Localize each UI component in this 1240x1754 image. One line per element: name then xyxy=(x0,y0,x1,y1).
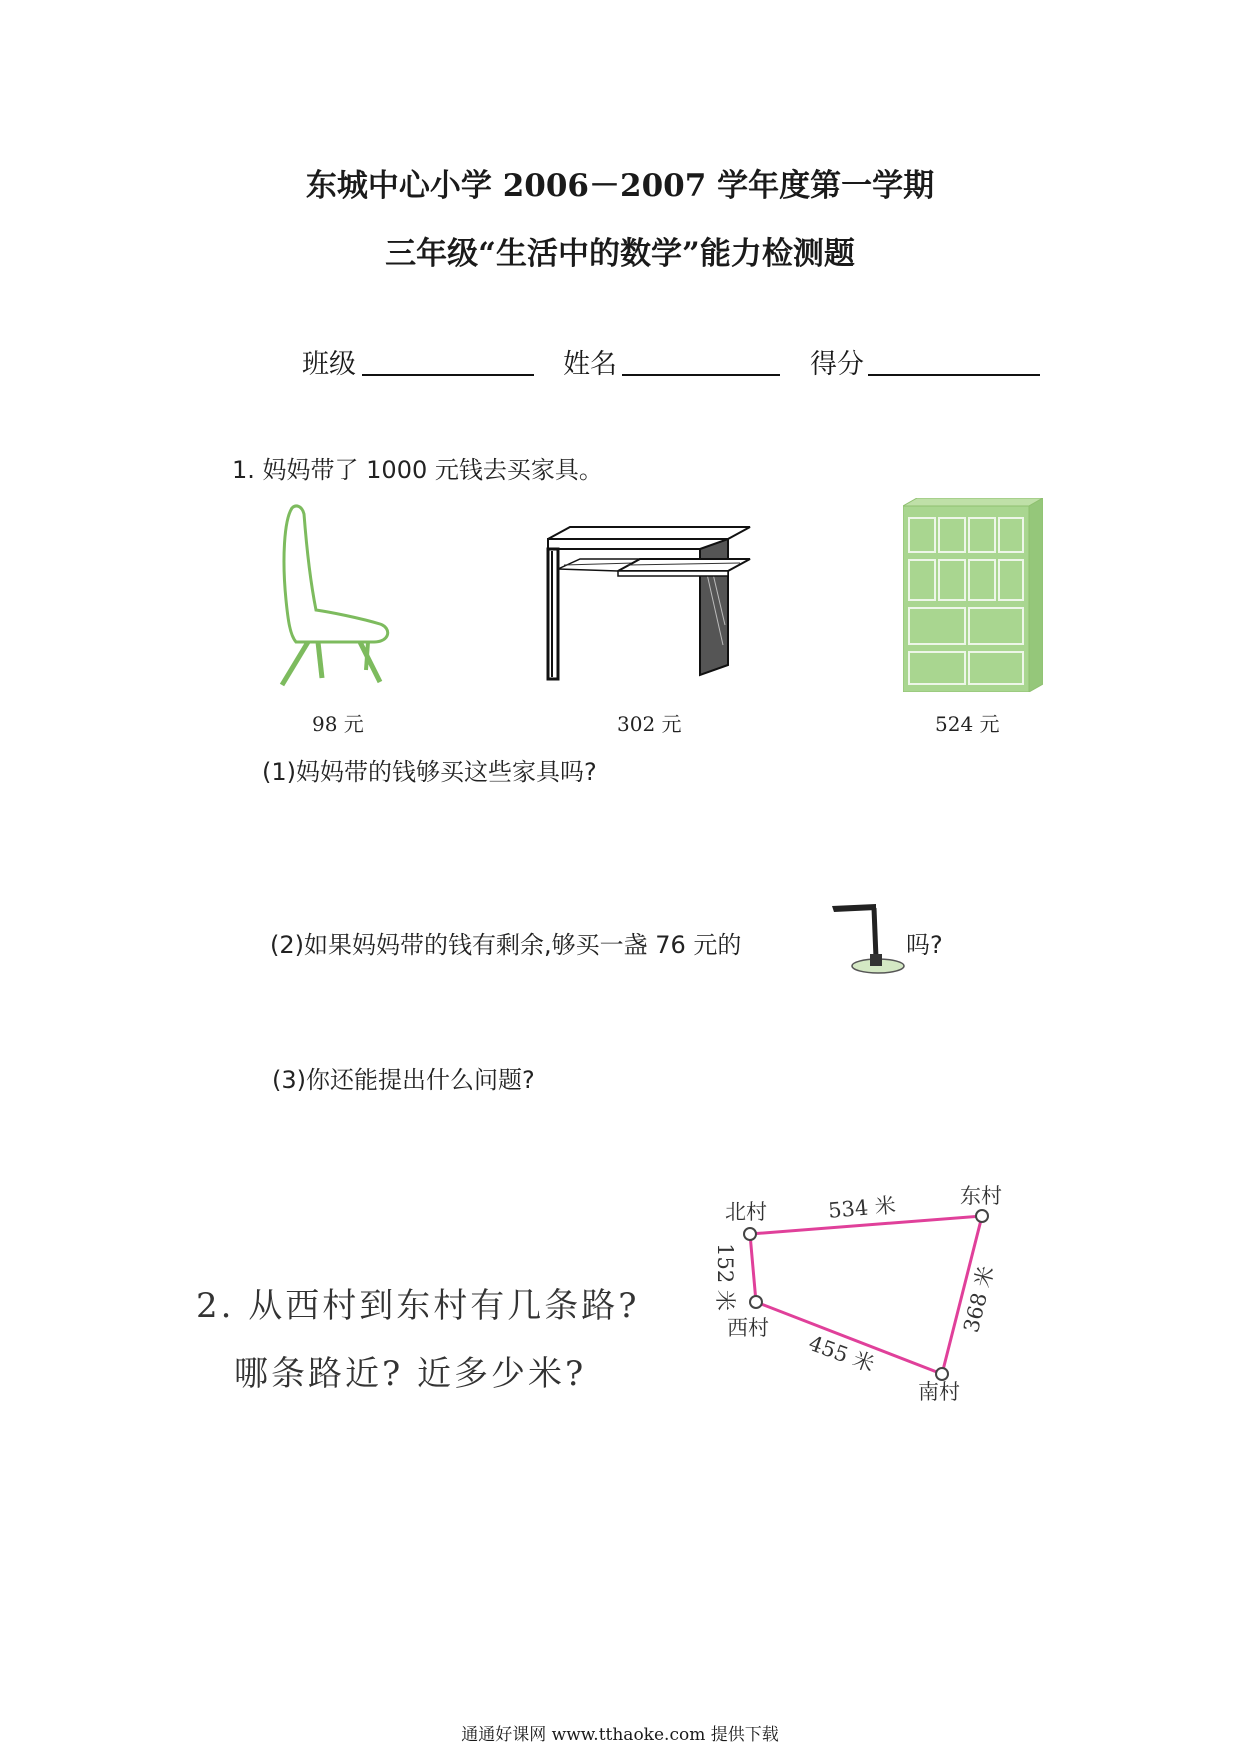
question-2-line-1: 2. 从西村到东村有几条路? xyxy=(196,1286,640,1326)
question-1-sub-1: (1)妈妈带的钱够买这些家具吗? xyxy=(262,758,597,786)
south-village-label: 南村 xyxy=(918,1380,960,1404)
name-label: 姓名 xyxy=(563,349,617,380)
chair-price: 98 元 xyxy=(312,712,364,736)
question-1-sub-3: (3)你还能提出什么问题? xyxy=(272,1066,535,1094)
name-field[interactable] xyxy=(622,374,780,376)
north-village-marker xyxy=(744,1228,756,1240)
score-field[interactable] xyxy=(868,374,1040,376)
desk-price: 302 元 xyxy=(617,712,682,736)
west-village-label: 西村 xyxy=(727,1316,769,1340)
question-2-line-2: 哪条路近? 近多少米? xyxy=(234,1354,587,1394)
desk-lamp-icon xyxy=(828,900,908,980)
score-label: 得分 xyxy=(810,349,864,380)
page-subtitle: 三年级“生活中的数学”能力检测题 xyxy=(385,236,855,272)
page-title: 东城中心小学 2006－2007 学年度第一学期 xyxy=(305,168,935,204)
distance-west-south: 455 米 xyxy=(805,1331,878,1377)
cabinet-icon xyxy=(903,498,1043,692)
east-village-marker xyxy=(976,1210,988,1222)
distance-north-west: 152 米 xyxy=(712,1243,737,1311)
west-village-marker xyxy=(750,1296,762,1308)
north-village-label: 北村 xyxy=(725,1200,767,1224)
question-1-prompt: 1. 妈妈带了 1000 元钱去买家具。 xyxy=(232,456,603,484)
footer-text: 通通好课网 www.tthaoke.com 提供下载 xyxy=(461,1725,779,1745)
chair-icon xyxy=(270,500,410,690)
east-village-label: 东村 xyxy=(960,1184,1002,1208)
question-1-sub-2: (2)如果妈妈带的钱有剩余,够买一盏 76 元的 xyxy=(270,931,742,959)
desk-icon xyxy=(540,525,760,685)
class-label: 班级 xyxy=(302,349,356,380)
question-1-sub-2-end: 吗? xyxy=(906,931,943,959)
distance-north-east: 534 米 xyxy=(827,1193,897,1223)
distance-east-south: 368 米 xyxy=(959,1263,999,1336)
class-field[interactable] xyxy=(362,374,534,376)
cabinet-price: 524 元 xyxy=(935,712,1000,736)
